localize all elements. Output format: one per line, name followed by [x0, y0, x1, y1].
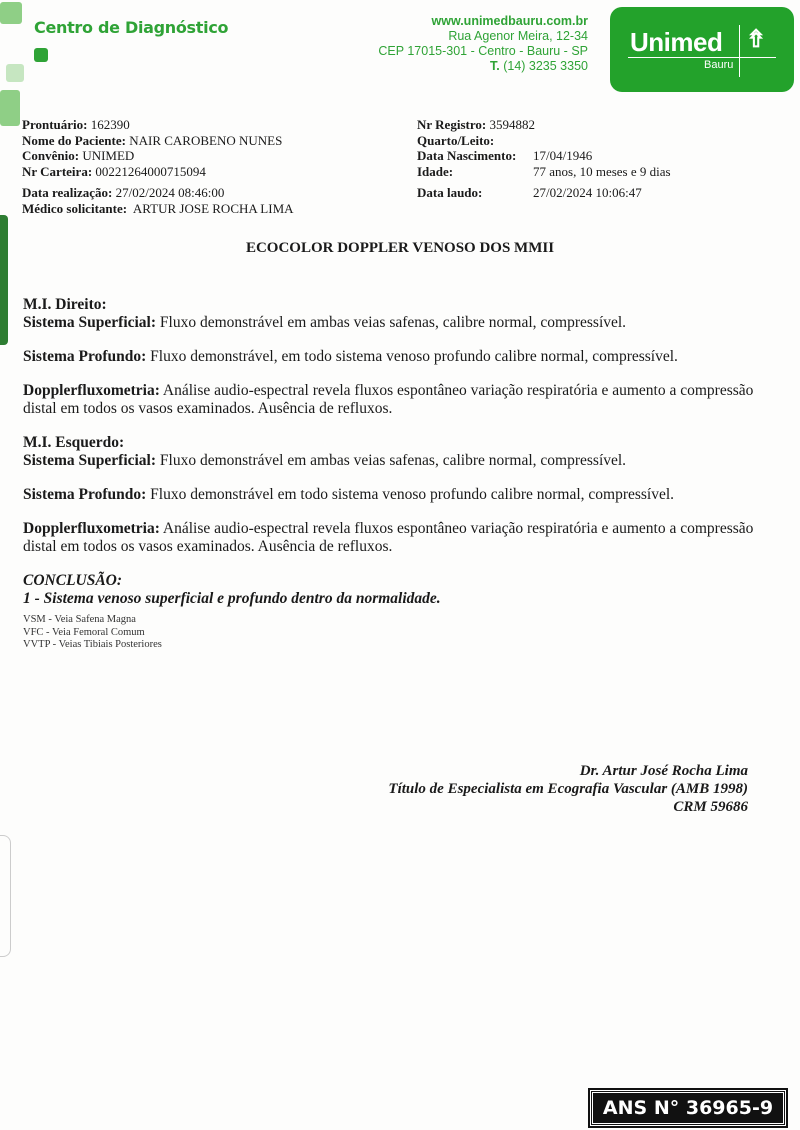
doctor-title: Título de Especialista em Ecografia Vascular (AMB 1998): [388, 781, 748, 797]
label: Idade:: [417, 163, 454, 179]
medico: ARTUR JOSE ROCHA LIMA: [132, 200, 294, 216]
label: Médico solicitante:: [22, 200, 128, 216]
idade: 77 anos, 10 meses e 9 dias: [533, 163, 671, 179]
label: Sistema Superficial:: [23, 314, 157, 331]
label: Dopplerfluxometria:: [23, 520, 160, 537]
unimed-logo: [610, 7, 794, 92]
data-laudo: 27/02/2024 10:06:47: [533, 185, 642, 200]
scan-edge: [0, 215, 8, 345]
label: Nome do Paciente:: [22, 132, 126, 148]
label: Data Nascimento:: [417, 148, 517, 163]
decor-square: [0, 90, 20, 126]
ans-badge: ANS N° 36965-9: [590, 1090, 786, 1126]
label: Convênio:: [22, 148, 80, 163]
address-line: Rua Agenor Meira, 12-34: [448, 29, 588, 43]
convenio: UNIMED: [82, 148, 135, 163]
left-doppler: Análise audio-espectral revela fluxos espontâneo variação respiratória e aumento a compressão distal em todos os vasos examinados. Ausência de refluxos.: [23, 520, 754, 555]
decor-square: [6, 64, 24, 82]
logo-sub: Bauru: [704, 59, 734, 71]
registro: 3594882: [489, 117, 535, 132]
patient-info-right: [417, 117, 671, 201]
website: www.unimedbauru.com.br: [431, 14, 588, 28]
label: Prontuário:: [22, 117, 88, 132]
abbreviation: VVTP - Veias Tibiais Posteriores: [23, 639, 162, 650]
scan-edge: [0, 835, 11, 957]
label: Sistema Profundo:: [23, 348, 147, 365]
signature-block: [388, 762, 748, 816]
clinic-address: [378, 14, 588, 74]
decor-square: [0, 2, 22, 24]
label: Data laudo:: [417, 185, 483, 200]
prontuario: 162390: [90, 117, 130, 132]
nascimento: 17/04/1946: [533, 148, 593, 163]
carteira: 00221264000715094: [95, 163, 206, 179]
doctor-name: Dr. Artur José Rocha Lima: [579, 763, 748, 779]
patient-name: NAIR CAROBENO NUNES: [129, 132, 283, 148]
label: Sistema Superficial:: [23, 452, 157, 469]
label: Nr Carteira:: [22, 163, 93, 179]
decor-square: [34, 48, 48, 62]
label: Nr Registro:: [417, 117, 487, 132]
label: Quarto/Leito:: [417, 132, 495, 148]
label: Sistema Profundo:: [23, 486, 147, 503]
phone-label: T.: [489, 59, 500, 73]
data-realizacao: 27/02/2024 08:46:00: [115, 185, 225, 200]
doctor-crm: CRM 59686: [673, 799, 748, 815]
abbreviation: VFC - Veia Femoral Comum: [23, 626, 145, 638]
patient-info-left: [22, 117, 294, 216]
clinic-brand: Centro de Diagnóstico: [34, 18, 229, 37]
label: Data realização:: [22, 185, 113, 200]
logo-name: Unimed: [630, 27, 723, 57]
unimed-tree-icon: ⇮: [746, 26, 767, 53]
left-superficial: Fluxo demonstrável em ambas veias safenas, calibre normal, compressível.: [159, 452, 627, 469]
right-profundo: Fluxo demonstrável, em todo sistema venoso profundo calibre normal, compressível.: [150, 348, 678, 365]
conclusion: 1 - Sistema venoso superficial e profundo dentro da normalidade.: [23, 590, 441, 607]
abbreviations: [23, 614, 763, 652]
label: Dopplerfluxometria:: [23, 382, 160, 399]
phone: (14) 3235 3350: [503, 59, 588, 73]
right-heading: M.I. Direito:: [23, 296, 107, 313]
right-doppler: Análise audio-espectral revela fluxos espontâneo variação respiratória e aumento a compressão distal em todos os vasos examinados. Ausência de refluxos.: [23, 382, 754, 417]
left-profundo: Fluxo demonstrável em todo sistema venoso profundo calibre normal, compressível.: [150, 486, 675, 503]
right-superficial: Fluxo demonstrável em ambas veias safenas, calibre normal, compressível.: [159, 314, 627, 331]
left-heading: M.I. Esquerdo:: [23, 434, 125, 451]
report-body: [23, 296, 763, 652]
abbreviation: VSM - Veia Safena Magna: [23, 614, 136, 625]
conclusion-label: CONCLUSÃO:: [23, 572, 123, 589]
report-title: ECOCOLOR DOPPLER VENOSO DOS MMII: [245, 240, 555, 256]
cep-line: CEP 17015-301 - Centro - Bauru - SP: [378, 44, 588, 58]
